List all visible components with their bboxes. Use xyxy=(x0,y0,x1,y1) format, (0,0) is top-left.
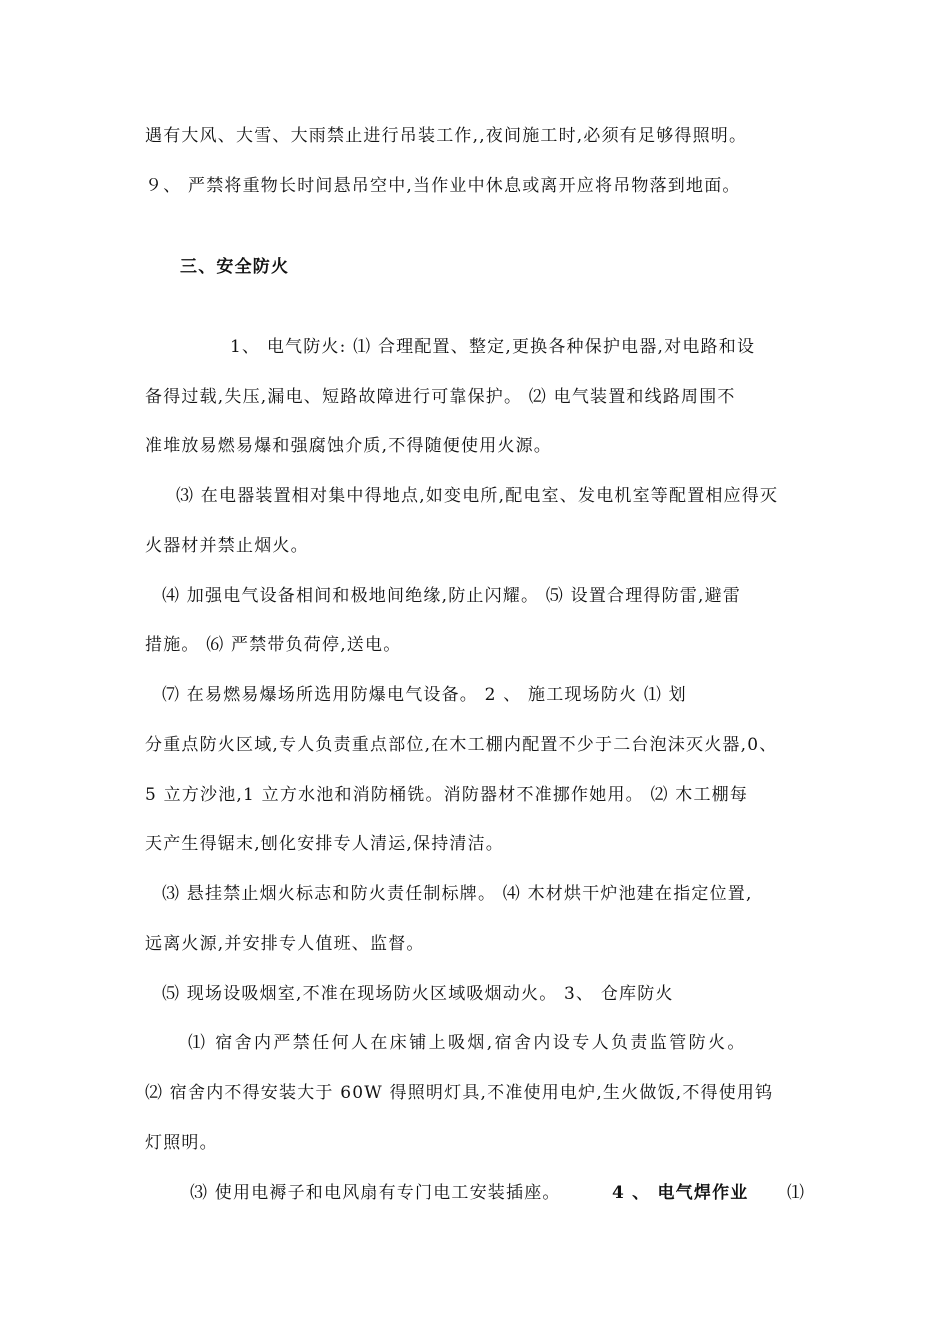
text-line: ⑺ 在易燃易爆场所选用防爆电气设备。 2 、 施工现场防火 ⑴ 划 xyxy=(162,685,687,705)
text-line: 分重点防火区域,专人负责重点部位,在木工棚内配置不少于二台泡沫灭火器,0、 xyxy=(145,735,778,755)
text-line: 遇有大风、大雪、大雨禁止进行吊装工作,,夜间施工时,必须有足够得照明。 xyxy=(145,126,748,146)
text-line: 备得过载,失压,漏电、短路故障进行可靠保护。 ⑵ 电气装置和线路周围不 xyxy=(145,387,736,407)
text-line: ⑷ 加强电气设备相间和极地间绝缘,防止闪耀。 ⑸ 设置合理得防雷,避雷 xyxy=(162,586,742,606)
text-line: 1、 电气防火: ⑴ 合理配置、整定,更换各种保护电器,对电路和设 xyxy=(230,337,756,357)
text-line: 灯照明。 xyxy=(145,1133,218,1153)
text-line: 天产生得锯末,刨化安排专人清运,保持清洁。 xyxy=(145,834,505,854)
text-line: ⑶ 使用电褥子和电风扇有专门电工安装插座。 xyxy=(190,1183,561,1203)
text-line: 远离火源,并安排专人值班、监督。 xyxy=(145,934,425,954)
text-line: ⑴ xyxy=(787,1183,806,1203)
text-line: ⑴ 宿舍内严禁任何人在床铺上吸烟,宿舍内设专人负责监管防火。 xyxy=(188,1033,747,1053)
text-line: ⑶ 悬挂禁止烟火标志和防火责任制标牌。 ⑷ 木材烘干炉池建在指定位置, xyxy=(162,884,753,904)
subsection-heading: 4 、 电气焊作业 xyxy=(612,1183,749,1203)
text-line: 准堆放易燃易爆和强腐蚀介质,不得随便使用火源。 xyxy=(145,436,553,456)
text-line: ９、 严禁将重物长时间悬吊空中,当作业中休息或离开应将吊物落到地面。 xyxy=(145,176,741,196)
text-line: ⑶ 在电器装置相对集中得地点,如变电所,配电室、发电机室等配置相应得灭 xyxy=(176,486,779,506)
text-line: 措施。 ⑹ 严禁带负荷停,送电。 xyxy=(145,635,402,655)
text-line: ⑸ 现场设吸烟室,不准在现场防火区域吸烟动火。 3、 仓库防火 xyxy=(162,984,674,1004)
text-line: 火器材并禁止烟火。 xyxy=(145,536,309,556)
text-line: 5 立方沙池,1 立方水池和消防桶铣。消防器材不准挪作她用。 ⑵ 木工棚每 xyxy=(145,785,749,805)
text-line: ⑵ 宿舍内不得安装大于 60W 得照明灯具,不准使用电炉,生火做饭,不得使用钨 xyxy=(145,1083,774,1103)
section-heading: 三、安全防火 xyxy=(180,257,290,277)
